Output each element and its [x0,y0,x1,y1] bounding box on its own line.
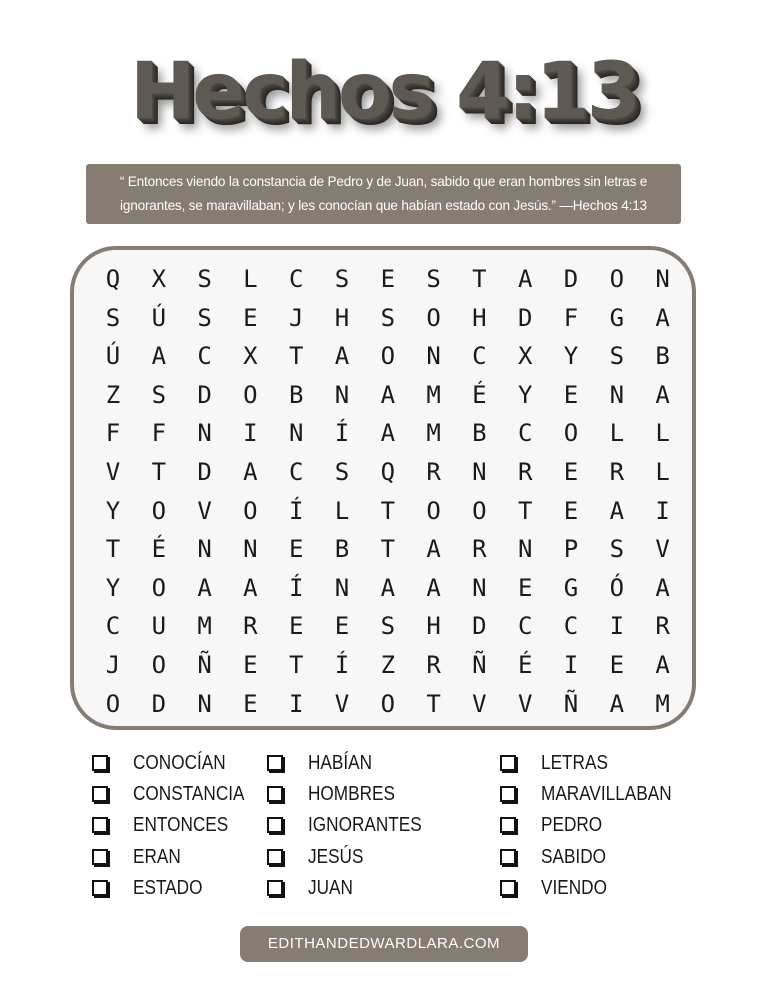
word-checkbox[interactable] [92,817,108,833]
grid-letter[interactable]: Y [517,380,533,409]
grid-letter[interactable]: S [609,535,625,564]
grid-letter[interactable]: É [517,651,533,679]
grid-letter[interactable]: N [517,535,533,564]
grid-letter[interactable]: E [288,612,304,641]
grid-letter[interactable]: Í [334,419,350,448]
grid-letter[interactable]: I [288,689,304,718]
grid-letter[interactable]: I [243,419,258,448]
grid-letter[interactable]: V [472,689,487,718]
grid-letter[interactable]: S [426,265,441,293]
grid-letter[interactable]: T [105,535,121,564]
word-checkbox[interactable] [500,786,516,802]
grid-letter[interactable]: O [426,303,441,332]
grid-letter[interactable]: V [334,689,350,718]
grid-letter[interactable]: B [334,535,350,564]
grid-letter[interactable]: U [151,612,167,641]
grid-letter[interactable]: Ñ [472,651,487,679]
grid-letter[interactable]: V [105,458,121,486]
grid-letter[interactable]: O [151,651,167,679]
grid-letter[interactable]: C [288,265,304,293]
grid-letter[interactable]: M [426,380,441,409]
grid-letter[interactable]: S [105,303,121,332]
grid-letter[interactable]: A [380,419,396,448]
grid-letter[interactable]: X [517,342,533,371]
grid-letter[interactable]: S [334,458,350,486]
grid-letter[interactable]: A [380,573,396,602]
grid-letter[interactable]: N [197,535,212,564]
grid-letter[interactable]: N [426,342,441,371]
grid-letter[interactable]: Y [105,496,121,525]
word-item: ERAN [133,845,181,868]
grid-letter[interactable]: X [151,265,167,293]
grid-letter[interactable]: R [609,458,625,486]
word-item: CONOCÍAN [133,752,226,774]
word-item: ENTONCES [133,814,229,837]
grid-letter[interactable]: E [243,689,258,718]
grid-letter[interactable]: G [609,303,625,332]
grid-letter[interactable]: M [426,419,441,448]
grid-letter[interactable]: N [197,419,212,448]
grid-letter[interactable]: F [563,303,579,332]
grid-letter[interactable]: E [563,458,579,486]
word-item: JESÚS [308,845,364,868]
grid-letter[interactable]: R [517,458,533,486]
word-checkbox[interactable] [92,880,108,896]
grid-letter[interactable]: A [243,573,258,602]
grid-letter[interactable]: N [655,265,670,293]
grid-letter[interactable]: E [609,651,625,679]
grid-letter[interactable]: A [380,380,396,409]
word-checkbox[interactable] [500,817,516,833]
website-footer[interactable]: EDITHANDEDWARDLARA.COM [240,926,528,962]
grid-letter[interactable]: O [151,573,167,602]
grid-letter[interactable]: T [426,689,441,718]
word-item: JUAN [308,876,353,899]
grid-letter[interactable]: O [380,689,396,718]
grid-letter[interactable]: A [655,303,670,332]
grid-letter[interactable]: T [380,535,396,564]
grid-letter[interactable]: E [334,612,350,641]
grid-letter[interactable]: H [426,612,441,641]
grid-letter[interactable]: R [243,612,258,641]
grid-letter[interactable]: A [151,342,167,371]
grid-letter[interactable]: A [609,689,625,718]
word-checkbox[interactable] [267,880,283,896]
grid-letter[interactable]: R [655,612,670,641]
grid-letter[interactable]: N [472,573,487,602]
grid-letter[interactable]: Ó [609,573,625,602]
grid-letter[interactable]: Z [380,651,396,679]
grid-letter[interactable]: T [151,458,167,486]
page-title: Hechos 4:13 [129,47,639,137]
grid-letter[interactable]: Ñ [563,689,579,718]
grid-letter[interactable]: B [472,419,487,448]
grid-letter[interactable]: Ú [105,342,121,371]
grid-letter[interactable]: A [609,496,625,525]
grid-letter[interactable]: Í [334,651,350,679]
word-checkbox[interactable] [92,849,108,865]
grid-letter[interactable]: S [197,265,212,293]
grid-letter[interactable]: Ñ [197,651,212,679]
grid-letter[interactable]: E [288,535,304,564]
grid-letter[interactable]: I [609,612,625,641]
word-checkbox[interactable] [500,880,516,896]
grid-letter[interactable]: D [197,380,212,409]
grid-letter[interactable]: P [563,535,579,564]
grid-letter[interactable]: X [243,342,258,371]
grid-letter[interactable]: I [655,496,670,525]
grid-letter[interactable]: O [243,380,258,409]
grid-letter[interactable]: V [197,496,212,525]
grid-letter[interactable]: M [197,612,212,641]
grid-letter[interactable]: E [563,380,579,409]
grid-letter[interactable]: O [151,496,167,525]
grid-letter[interactable]: Q [105,265,121,293]
grid-letter[interactable]: C [517,612,533,641]
grid-letter[interactable]: C [105,612,121,641]
grid-letter[interactable]: H [472,303,487,332]
grid-letter[interactable]: D [472,612,487,641]
word-item: HOMBRES [308,783,395,806]
grid-letter[interactable]: Y [105,573,121,602]
grid-letter[interactable]: D [151,689,167,718]
grid-letter[interactable]: C [517,419,533,448]
grid-letter[interactable]: Z [105,380,121,409]
grid-letter[interactable]: O [426,496,441,525]
grid-letter[interactable]: D [563,265,579,293]
grid-letter[interactable]: N [288,419,304,448]
word-item: IGNORANTES [308,814,422,837]
grid-letter[interactable]: N [334,380,350,409]
grid-letter[interactable]: A [426,535,441,564]
grid-letter[interactable]: D [517,303,533,332]
word-checkbox[interactable] [92,786,108,802]
grid-letter[interactable]: E [517,573,533,602]
word-checkbox[interactable] [267,817,283,833]
grid-letter[interactable]: C [472,342,487,371]
grid-letter[interactable]: E [243,651,258,679]
word-item: LETRAS [541,752,608,774]
grid-letter[interactable]: E [380,265,396,293]
word-item: HABÍAN [308,752,373,774]
grid-letter[interactable]: E [243,303,258,332]
grid-letter[interactable]: A [243,458,258,486]
grid-letter[interactable]: N [609,380,625,409]
grid-letter[interactable]: T [472,265,487,293]
grid-letter[interactable]: O [243,496,258,525]
grid-letter[interactable]: M [655,689,670,718]
grid-letter[interactable]: B [288,380,304,409]
grid-letter[interactable]: F [105,419,121,448]
grid-letter[interactable]: L [609,419,625,448]
grid-letter[interactable]: S [151,380,167,409]
grid-letter[interactable]: R [472,535,487,564]
word-item: PEDRO [541,814,603,837]
grid-letter[interactable]: H [334,303,350,332]
grid-letter[interactable]: Ú [151,303,167,332]
grid-letter[interactable]: J [288,303,304,332]
grid-letter[interactable]: A [655,573,670,602]
grid-letter[interactable]: T [380,496,396,525]
grid-letter[interactable]: Y [563,342,579,371]
grid-letter[interactable]: A [426,573,441,602]
grid-letter[interactable]: A [655,651,670,679]
grid-letter[interactable]: T [517,496,533,525]
word-item: CONSTANCIA [133,783,245,806]
grid-letter[interactable]: V [655,535,670,564]
grid-letter[interactable]: L [655,458,670,486]
grid-letter[interactable]: V [517,689,533,718]
grid-letter[interactable]: G [563,573,579,602]
word-checkbox[interactable] [92,755,108,771]
grid-letter[interactable]: S [334,265,350,293]
grid-letter[interactable]: S [197,303,212,332]
grid-letter[interactable]: T [288,651,304,679]
grid-letter[interactable]: N [243,535,258,564]
grid-letter[interactable]: L [334,496,350,525]
grid-letter[interactable]: R [426,651,441,679]
grid-letter[interactable]: Í [288,496,304,525]
grid-letter[interactable]: L [243,265,258,293]
grid-letter[interactable]: A [655,380,670,409]
grid-letter[interactable]: A [334,342,350,371]
verse-line-2: ignorantes, se maravillaban; y les conocían que habían estado con Jesús.” —Hechos 4:13 [120,198,647,213]
grid-letter[interactable]: B [655,342,670,371]
grid-letter[interactable]: N [472,458,487,486]
grid-letter[interactable]: F [151,419,167,448]
verse-box [86,164,681,224]
word-item: ESTADO [133,876,203,899]
grid-letter[interactable]: R [426,458,441,486]
grid-letter[interactable]: O [609,265,625,293]
grid-letter[interactable]: A [197,573,212,602]
grid-letter[interactable]: L [655,419,670,448]
grid-letter[interactable]: Q [380,458,396,486]
grid-letter[interactable]: É [472,380,487,409]
verse-line-1: “ Entonces viendo la constancia de Pedro y de Juan, sabido que eran hombres sin letras e [119,174,648,189]
grid-letter[interactable]: I [563,651,579,679]
grid-letter[interactable]: O [472,496,487,525]
grid-letter[interactable]: S [609,342,625,371]
grid-letter[interactable]: N [334,573,350,602]
grid-letter[interactable]: É [151,535,167,564]
grid-letter[interactable]: T [288,342,304,371]
grid-letter[interactable]: J [105,651,121,679]
grid-letter[interactable]: D [197,458,212,486]
word-checkbox[interactable] [267,755,283,771]
word-item: SABIDO [541,845,606,868]
grid-letter[interactable]: O [563,419,579,448]
grid-letter[interactable]: N [197,689,212,718]
word-item: VIENDO [541,876,607,899]
word-checkbox[interactable] [500,755,516,771]
word-checkbox[interactable] [267,849,283,865]
grid-letter[interactable]: C [197,342,212,371]
word-checkbox[interactable] [500,849,516,865]
grid-letter[interactable]: C [563,612,579,641]
word-checkbox[interactable] [267,786,283,802]
word-search-grid [70,246,696,730]
grid-letter[interactable]: S [380,303,396,332]
grid-letter[interactable]: O [105,689,121,718]
grid-letter[interactable]: O [380,342,396,371]
grid-letter[interactable]: E [563,496,579,525]
word-item: MARAVILLABAN [541,783,672,806]
grid-letter[interactable]: Í [288,573,304,602]
grid-letter[interactable]: A [517,265,533,293]
grid-letter[interactable]: S [380,612,396,641]
grid-letter[interactable]: C [288,458,304,486]
